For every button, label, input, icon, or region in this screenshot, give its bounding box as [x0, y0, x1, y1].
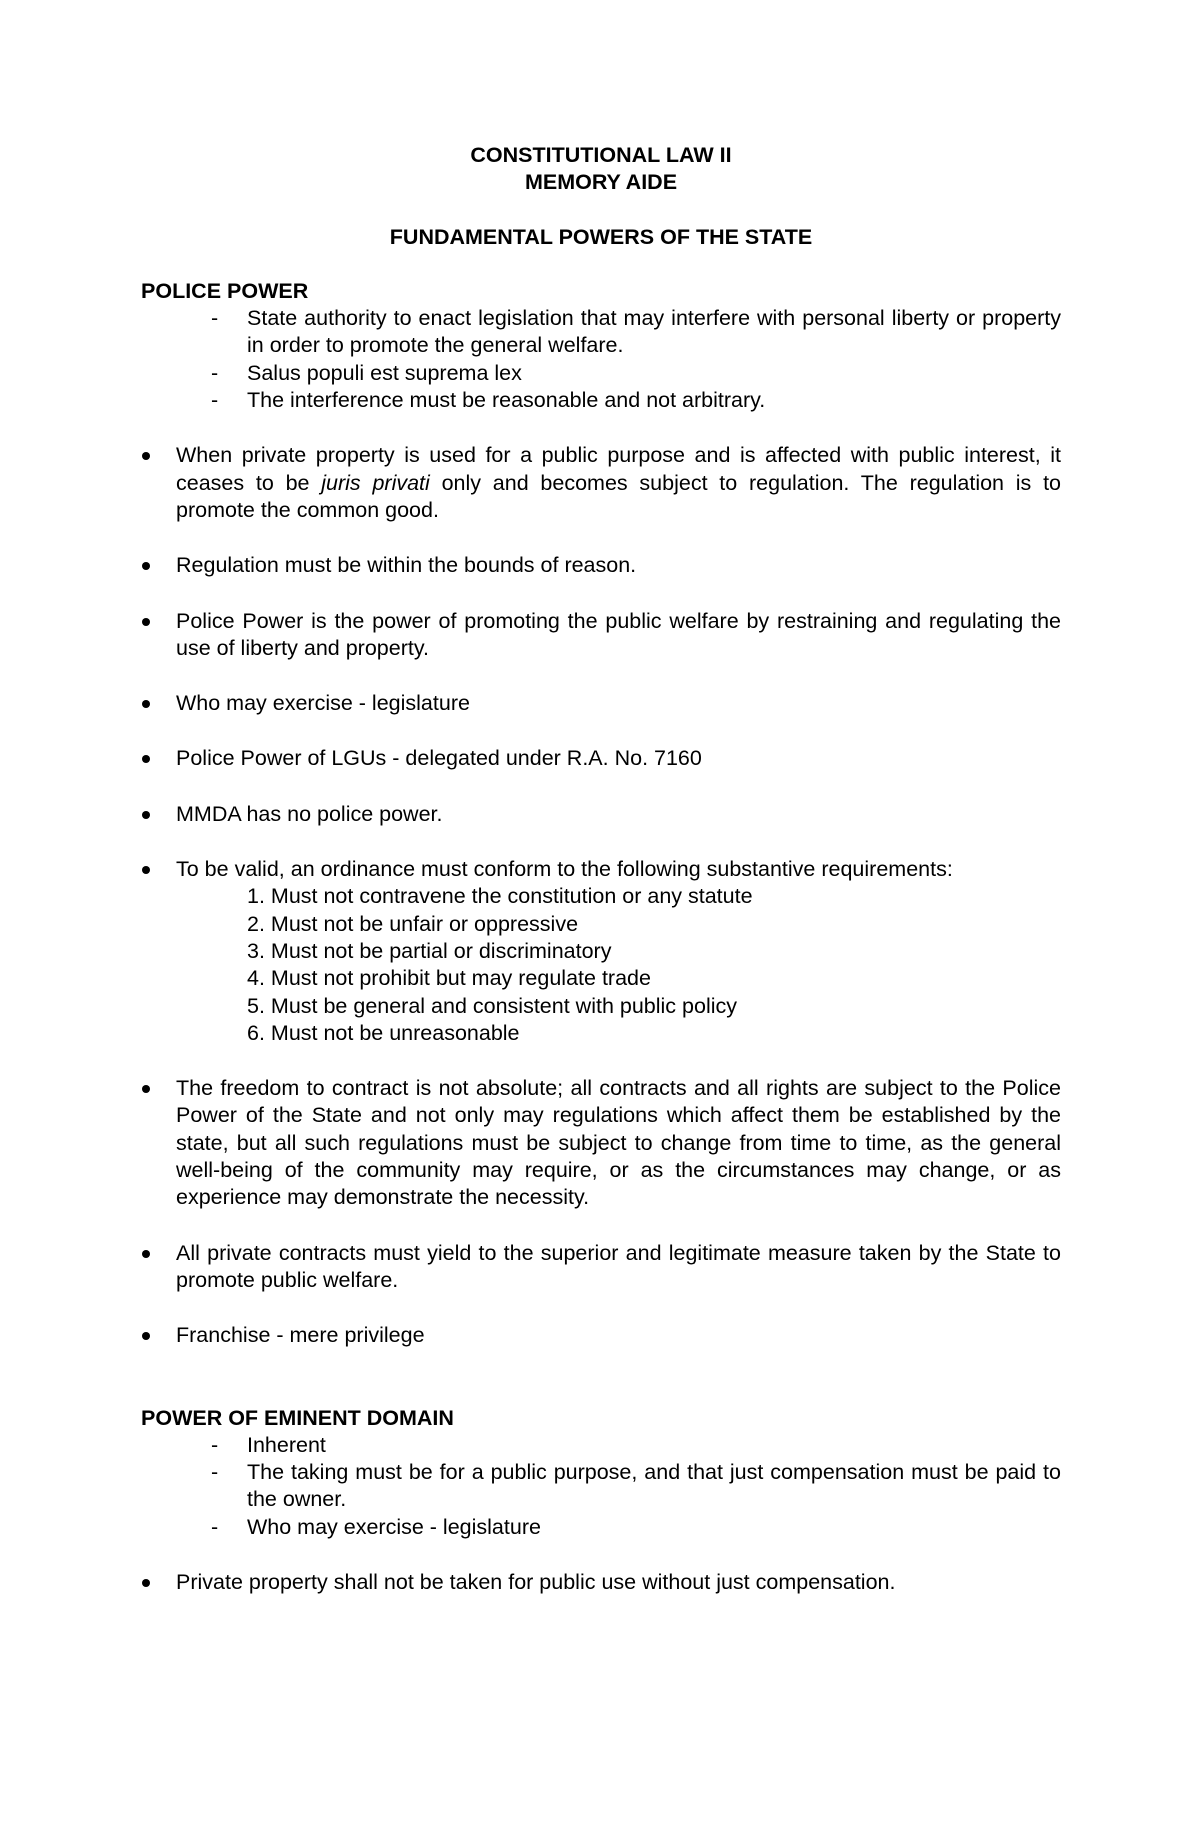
note-text: To be valid, an ordinance must conform to the following substantive requirements:	[176, 857, 953, 882]
document-content	[141, 142, 1061, 1596]
note-text: Police Power is the power of promoting the public welfare by restraining and regulating the use of liberty and property.	[176, 608, 1061, 660]
definition-text: State authority to enact legislation that may interfere with personal liberty or property in order to promote the general welfare.	[247, 306, 1061, 358]
note-text: MMDA has no police power.	[176, 801, 443, 826]
topic-heading: FUNDAMENTAL POWERS OF THE STATE	[389, 224, 813, 249]
eminent-domain-definitions	[141, 1432, 1061, 1541]
bullet-icon	[142, 700, 150, 708]
police-power-definitions	[141, 305, 1061, 414]
note-item	[141, 1075, 1061, 1211]
bullet-icon	[142, 1250, 150, 1258]
definition-text: The taking must be for a public purpose, and that just compensation must be paid to the owner.	[247, 1460, 1061, 1512]
requirement-item: 6. Must not be unreasonable	[247, 1020, 520, 1045]
definition-item	[141, 1432, 1061, 1459]
dash-marker: -	[211, 1460, 219, 1485]
note-text: The freedom to contract is not absolute; all contracts and all rights are subject to the Police Power of the State and not only may regulations which affect them be established by the state, but all such regulations must be subject to change from time to time, as the general well-being of the community may require, or as the circumstances may change, or as experience may demonstrate the necessity.	[176, 1076, 1061, 1210]
definition-text: Salus populi est suprema lex	[247, 360, 522, 385]
police-power-heading: POLICE POWER	[141, 278, 309, 303]
dash-marker: -	[211, 388, 219, 413]
dash-marker: -	[211, 1514, 219, 1539]
dash-marker: -	[211, 360, 219, 385]
requirement-item: 1. Must not contravene the constitution or any statute	[247, 884, 753, 909]
note-item	[141, 801, 1061, 828]
note-item	[141, 690, 1061, 717]
note-item	[141, 1240, 1061, 1295]
note-text: Police Power of LGUs - delegated under R.A. No. 7160	[176, 746, 702, 771]
eminent-domain-notes	[141, 1569, 1061, 1596]
note-text: All private contracts must yield to the superior and legitimate measure taken by the State to promote public welfare.	[176, 1240, 1061, 1292]
bullet-icon	[142, 811, 150, 819]
definition-item	[141, 1459, 1061, 1514]
note-item	[141, 442, 1061, 524]
note-item	[141, 856, 1061, 1047]
eminent-domain-heading: POWER OF EMINENT DOMAIN	[141, 1405, 454, 1430]
note-text: Franchise - mere privilege	[176, 1323, 425, 1348]
bullet-icon	[142, 452, 150, 460]
definition-item	[141, 305, 1061, 360]
note-text-part: only and becomes subject to regulation. The regulation is to promote the common good.	[176, 470, 1062, 522]
bullet-icon	[142, 1332, 150, 1340]
requirement-item: 4. Must not prohibit but may regulate trade	[247, 966, 651, 991]
definition-text: Inherent	[247, 1432, 326, 1457]
dash-marker: -	[211, 1432, 219, 1457]
latin-term: juris privati	[321, 470, 430, 495]
ordinance-requirements	[176, 883, 1061, 1047]
note-item	[141, 608, 1061, 663]
document-subtitle: MEMORY AIDE	[524, 170, 678, 195]
document-title: CONSTITUTIONAL LAW II	[470, 143, 732, 167]
definition-item	[141, 387, 1061, 414]
title-block	[141, 142, 1061, 251]
definition-text: Who may exercise - legislature	[247, 1514, 541, 1539]
dash-marker: -	[211, 306, 219, 331]
bullet-icon	[142, 866, 150, 874]
note-text-part: When private property is used for a public purpose and is affected with public interest, it ceases to be	[176, 443, 1061, 495]
bullet-icon	[142, 1579, 150, 1587]
note-text: Who may exercise - legislature	[176, 691, 470, 716]
definition-item	[141, 1514, 1061, 1541]
bullet-icon	[142, 562, 150, 570]
definition-item	[141, 360, 1061, 387]
requirement-item: 3. Must not be partial or discriminatory	[247, 938, 612, 963]
police-power-notes	[141, 442, 1061, 1349]
note-text: Regulation must be within the bounds of reason.	[176, 553, 637, 578]
definition-text: The interference must be reasonable and not arbitrary.	[247, 388, 766, 413]
note-item	[141, 552, 1061, 579]
bullet-icon	[142, 618, 150, 626]
note-text: Private property shall not be taken for public use without just compensation.	[176, 1569, 896, 1594]
bullet-icon	[142, 755, 150, 763]
bullet-icon	[142, 1085, 150, 1093]
requirement-item: 5. Must be general and consistent with public policy	[247, 993, 737, 1018]
requirement-item: 2. Must not be unfair or oppressive	[247, 911, 579, 936]
note-item	[141, 1322, 1061, 1349]
note-item	[141, 1569, 1061, 1596]
note-item	[141, 745, 1061, 772]
